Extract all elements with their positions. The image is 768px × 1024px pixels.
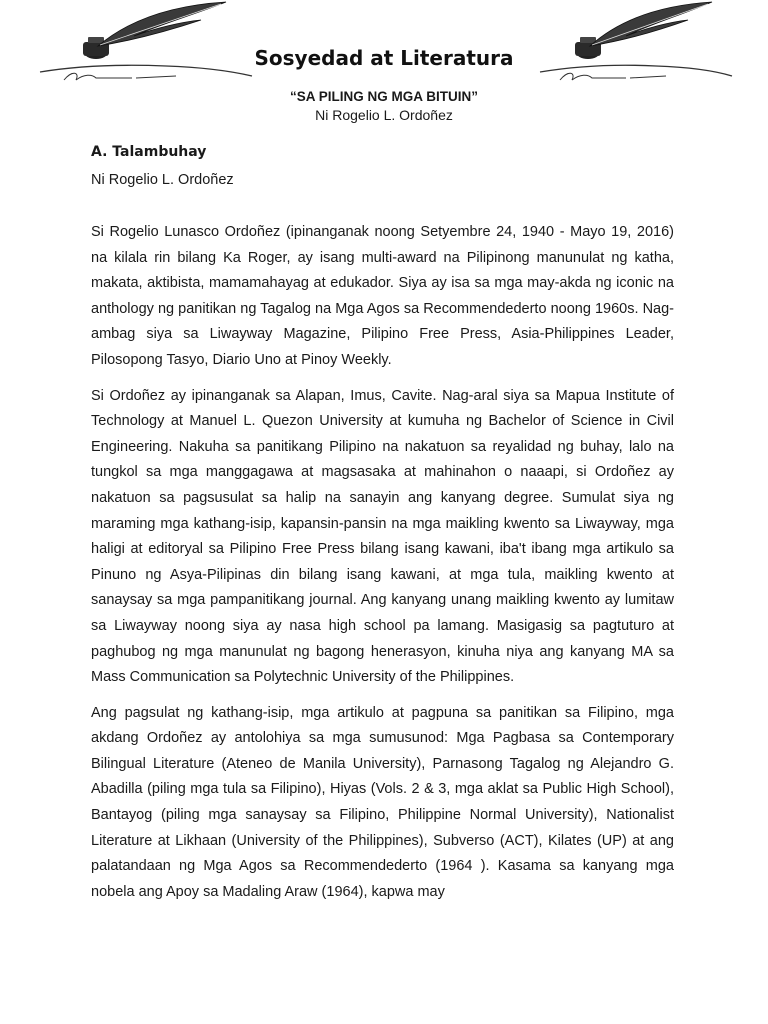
section-author: Ni Rogelio L. Ordoñez — [91, 172, 234, 188]
page-title: Sosyedad at Literatura — [254, 46, 514, 70]
story-byline: Ni Rogelio L. Ordoñez — [315, 107, 453, 123]
document-body — [91, 142, 674, 915]
story-title: “SA PILING NG MGA BITUIN” — [290, 89, 478, 104]
paragraph: Si Rogelio Lunasco Ordoñez (ipinanganak noong Setyembre 24, 1940 - Mayo 19, 2016) na kilala rin bilang Ka Roger, ay isang multi-award na Pilipinong manunulat ng katha, makata, aktibista, mamamahayag at edukador. Siya ay isa sa mga may-akda ng iconic na anthology ng panitikan ng Tagalog na Mga Agos sa Recommendederto noong 1960s. Nag-ambag siya sa Liwayway Magazine, Pilipino Free Press, Asia-Philippines Leader, Pilosopong Tasyo, Diario Uno at Pinoy Weekly. — [91, 224, 674, 368]
paragraph: Ang pagsulat ng kathang-isip, mga artikulo at pagpuna sa panitikan sa Filipino, mga akdang Ordoñez ay antolohiya sa mga sumusunod: Mga Pagbasa sa Contemporary Bilingual Literature (Ateneo de Manila University), Parnasong Tagalog ng Alejandro G. Abadilla (piling mga tula sa Filipino), Hiyas (Vols. 2 & 3, mga aklat sa Public High School), Bantayog (piling mga sanaysay sa Filipino, Philippine Normal University), Nationalist Literature at Likhaan (University of the Philippines), Subverso (ACT), Kilates (UP) at ang palatandaan ng Mga Agos sa Recommendederto (1964 ). Kasama sa kanyang mga nobela ang Apoy sa Madaling Araw (1964), kapwa may — [91, 704, 674, 900]
section-heading: A. Talambuhay — [91, 144, 207, 160]
paragraph: Si Ordoñez ay ipinanganak sa Alapan, Imus, Cavite. Nag-aral siya sa Mapua Institute of Technology at Manuel L. Quezon University at kumuha ng Bachelor of Science in Civil Engineering. Nakuha sa panitikang Pilipino na nakatuon sa reyalidad ng buhay, lalo na tungkol sa mga manggagawa at magsasaka at mahinahon o naaapi, si Ordoñez ay nakatuon sa pagsusulat sa halip na sanayin ang kanyang degree. Sumulat siya ng maraming mga kathang-isip, kapansin-pansin na mga maikling kwento sa Liwayway, mga haligi at editoryal sa Pilipino Free Press bilang isang kawani, iba't ibang mga artikulo sa Pinuno ng Asya-Pilipinas din bilang isang kawani, at mga tula, maikling kwento at sanaysay sa mga pampanitikang journal. Ang kanyang unang maikling kwento ay lumitaw sa Liwayway noong siya ay nasa high school pa lamang. Masigasig sa pagtuturo at paghubog ng mga manunulat ng bagong henerasyon, kinuha niya ang kanyang MA sa Mass Communication sa Polytechnic University of the Philippines. — [91, 387, 674, 686]
